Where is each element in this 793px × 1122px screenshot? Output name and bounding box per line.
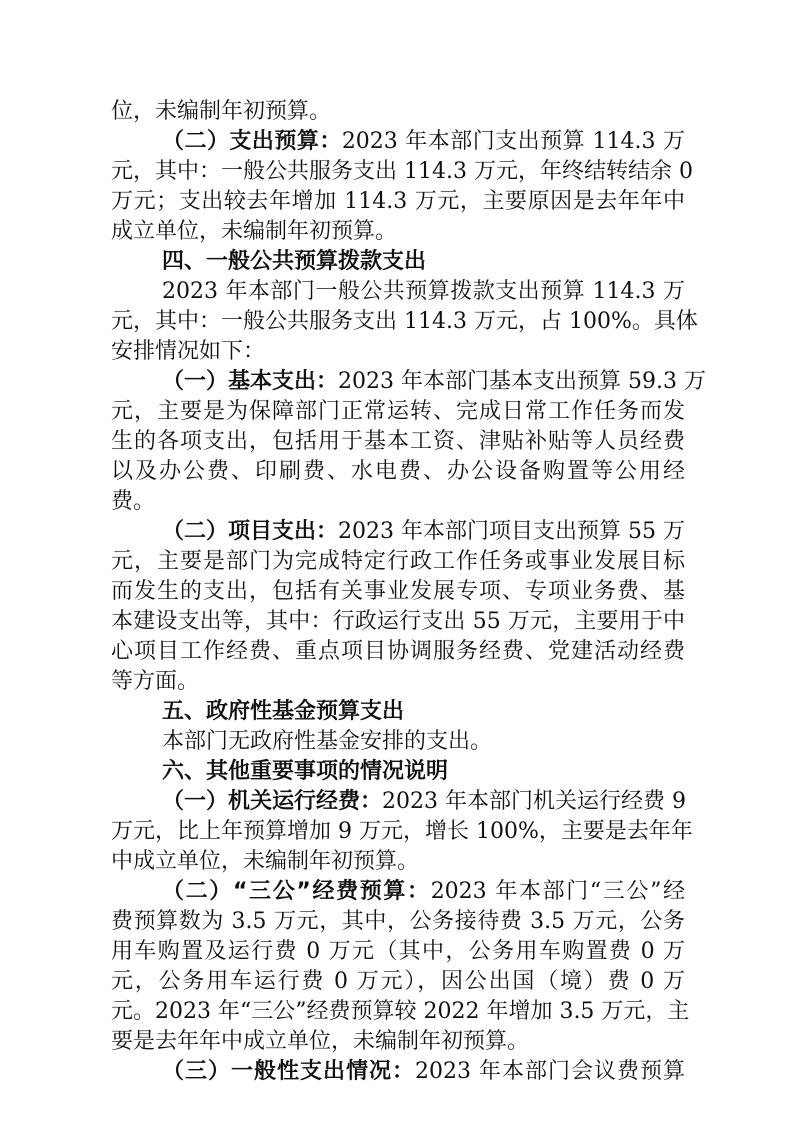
section-heading: 四、一般公共预算拨款支出 <box>162 249 427 274</box>
text-line: （一）机关运行经费：2023 年本部门机关运行经费 9 <box>162 789 686 814</box>
text-line: 万元；支出较去年增加 114.3 万元，主要原因是去年年中 <box>111 189 685 214</box>
text-line: （三）一般性支出情况：2023 年本部门会议费预算 <box>162 1059 685 1084</box>
text-line: 元，其中：一般公共服务支出 114.3 万元，年终结转结余 0 <box>111 159 693 184</box>
text-line: 2023 年本部门一般公共预算拨款支出预算 114.3 万 <box>162 279 685 304</box>
text-line: （一）基本支出：2023 年本部门基本支出预算 59.3 万 <box>162 369 706 394</box>
inline-bold-label: （一）基本支出： <box>162 369 339 394</box>
text-line: 而发生的支出，包括有关事业发展专项、专项业务费、基 <box>111 579 685 604</box>
text-line: 元，公务用车运行费 0 万元），因公出国（境）费 0 万 <box>111 969 685 994</box>
inline-bold-label: （二）“三公”经费预算： <box>162 879 431 904</box>
text-line: 费。 <box>111 489 156 514</box>
inline-bold-label: （二）支出预算： <box>162 129 342 154</box>
text-line: 费预算数为 3.5 万元，其中，公务接待费 3.5 万元，公务 <box>111 909 685 934</box>
inline-bold-label: （二）项目支出： <box>162 519 339 544</box>
text-line: 本建设支出等，其中：行政运行支出 55 万元，主要用于中 <box>111 609 685 634</box>
section-heading: 五、政府性基金预算支出 <box>162 699 405 724</box>
text-line: 元。2023 年“三公”经费预算较 2022 年增加 3.5 万元，主 <box>111 999 690 1024</box>
text-line: 生的各项支出，包括用于基本工资、津贴补贴等人员经费 <box>111 429 685 454</box>
text-line: 元，主要是部门为完成特定行政工作任务或事业发展目标 <box>111 549 685 574</box>
text-line: 用车购置及运行费 0 万元（其中，公务用车购置费 0 万 <box>111 939 685 964</box>
text-line: 以及办公费、印刷费、水电费、办公设备购置等公用经 <box>111 459 685 484</box>
inline-bold-label: （一）机关运行经费： <box>162 789 383 814</box>
text-line: 成立单位，未编制年初预算。 <box>111 219 398 244</box>
text-line: 元，其中：一般公共服务支出 114.3 万元，占 100%。具体 <box>111 309 698 334</box>
text-line: （二）支出预算：2023 年本部门支出预算 114.3 万 <box>162 129 685 154</box>
text-line: 中成立单位，未编制年初预算。 <box>111 849 420 874</box>
text-line: 本部门无政府性基金安排的支出。 <box>162 729 493 754</box>
text-line: （二）项目支出：2023 年本部门项目支出预算 55 万 <box>162 519 685 544</box>
text-line: 心项目工作经费、重点项目协调服务经费、党建活动经费 <box>111 639 685 664</box>
text-line: 元，主要是为保障部门正常运转、完成日常工作任务而发 <box>111 399 685 424</box>
text-line: 万元，比上年预算增加 9 万元，增长 100%，主要是去年年 <box>111 819 693 844</box>
text-line: 等方面。 <box>111 669 200 694</box>
text-line: （二）“三公”经费预算：2023 年本部门“三公”经 <box>162 879 685 904</box>
text-line: 要是去年年中成立单位，未编制年初预算。 <box>111 1029 530 1054</box>
text-line: 位，未编制年初预算。 <box>111 99 332 124</box>
section-heading: 六、其他重要事项的情况说明 <box>162 759 449 784</box>
inline-bold-label: （三）一般性支出情况： <box>162 1059 416 1084</box>
text-line: 安排情况如下： <box>111 339 266 364</box>
